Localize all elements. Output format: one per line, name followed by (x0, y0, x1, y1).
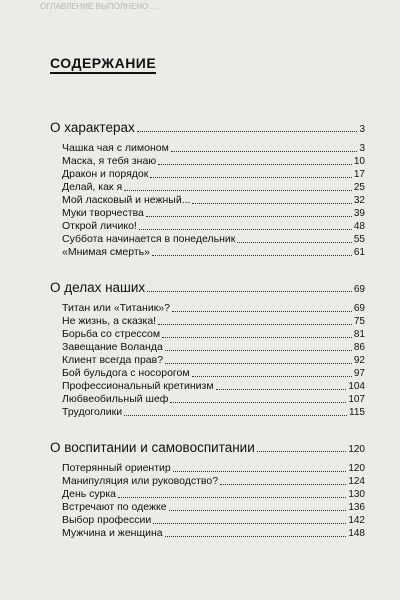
toc-item[interactable] (62, 302, 365, 315)
toc-item[interactable] (62, 233, 365, 246)
toc-section (50, 115, 365, 259)
section-items (50, 302, 365, 419)
toc-item[interactable] (62, 475, 365, 488)
toc-item-title: Чашка чая с лимоном (62, 142, 169, 154)
dot-leader (172, 310, 352, 312)
section-heading-row[interactable] (50, 115, 365, 135)
section-items (50, 462, 365, 540)
toc-item[interactable] (62, 328, 365, 341)
toc-item-title: Борьба со стрессом (62, 328, 161, 340)
dot-leader (171, 150, 358, 152)
toc-item-page: 86 (353, 342, 365, 353)
toc-item-page: 130 (348, 489, 365, 500)
dot-leader (165, 362, 352, 364)
toc-item-title: Потерянный ориентир (62, 462, 171, 474)
toc-item-title: Завещание Воланда (62, 341, 163, 353)
toc-item-page: 142 (348, 515, 365, 526)
toc-item[interactable] (62, 341, 365, 354)
toc-item[interactable] (62, 514, 365, 527)
dot-leader (170, 401, 346, 403)
toc-item-page: 75 (353, 316, 365, 327)
page-title: СОДЕРЖАНИЕ (50, 55, 156, 74)
toc-item-title: Встречают по одежке (62, 501, 167, 513)
toc-item-title: Бой бульдога с носорогом (62, 367, 190, 379)
dot-leader (173, 470, 347, 472)
toc-sections (50, 115, 365, 556)
toc-item[interactable] (62, 246, 365, 259)
section-heading: О делах наших (50, 280, 146, 295)
dot-leader (192, 375, 352, 377)
dot-leader (124, 189, 352, 191)
dot-leader (169, 509, 347, 511)
toc-item[interactable] (62, 155, 365, 168)
toc-item[interactable] (62, 220, 365, 233)
toc-section (50, 275, 365, 419)
toc-item-title: Маска, я тебя знаю (62, 155, 157, 167)
dot-leader (146, 215, 352, 217)
toc-item-title: Выбор профессии (62, 514, 152, 526)
toc-item-page: 61 (353, 247, 365, 258)
dot-leader (162, 336, 352, 338)
toc-item-title: Манипуляция или руководство? (62, 475, 219, 487)
toc-item[interactable] (62, 181, 365, 194)
toc-item[interactable] (62, 501, 365, 514)
toc-item[interactable] (62, 354, 365, 367)
toc-item-title: Профессиональный кретинизм (62, 380, 214, 392)
toc-item-page: 39 (353, 208, 365, 219)
section-heading: О характерах (50, 120, 135, 135)
toc-item[interactable] (62, 367, 365, 380)
toc-item-page: 120 (348, 463, 365, 474)
toc-item-page: 48 (353, 221, 365, 232)
dot-leader (147, 290, 352, 292)
toc-item-page: 69 (353, 303, 365, 314)
toc-item-title: «Мнимая смерть» (62, 246, 150, 258)
dot-leader (124, 414, 347, 416)
section-page: 3 (359, 124, 365, 135)
dot-leader (165, 535, 347, 537)
section-page: 69 (353, 284, 365, 295)
toc-item-title: Не жизнь, а сказка! (62, 315, 157, 327)
toc-item-page: 97 (353, 368, 365, 379)
dot-leader (165, 349, 352, 351)
running-header: ОГЛАВЛЕНИЕ ВЫПОЛНЕНО ... (40, 2, 158, 11)
toc-item-title: День сурка (62, 488, 117, 500)
toc-item[interactable] (62, 527, 365, 540)
toc-item-title: Титан или «Титаник»? (62, 302, 170, 314)
toc-item-title: Открой личико! (62, 220, 137, 232)
section-page: 120 (348, 444, 365, 455)
toc-item-page: 124 (348, 476, 365, 487)
toc-item-title: Муки творчества (62, 207, 144, 219)
toc-item[interactable] (62, 406, 365, 419)
toc-item-title: Любвеобильный шеф (62, 393, 169, 405)
toc-item[interactable] (62, 168, 365, 181)
toc-item-title: Трудоголики (62, 406, 123, 418)
toc-item-page: 25 (353, 182, 365, 193)
dot-leader (220, 483, 346, 485)
toc-item-page: 115 (349, 407, 365, 418)
dot-leader (237, 241, 352, 243)
dot-leader (158, 323, 352, 325)
toc-item-page: 148 (348, 528, 365, 539)
dot-leader (216, 388, 347, 390)
toc-item-page: 81 (353, 329, 365, 340)
dot-leader (158, 163, 352, 165)
toc-item-page: 92 (353, 355, 365, 366)
dot-leader (137, 130, 358, 132)
toc-item-title: Мужчина и женщина (62, 527, 163, 539)
toc-item[interactable] (62, 142, 365, 155)
toc-item-page: 104 (348, 381, 365, 392)
toc-item[interactable] (62, 462, 365, 475)
toc-item-title: Клиент всегда прав? (62, 354, 164, 366)
dot-leader (150, 176, 352, 178)
toc-section (50, 435, 365, 540)
dot-leader (257, 450, 347, 452)
toc-item[interactable] (62, 207, 365, 220)
toc-item-page: 32 (353, 195, 365, 206)
toc-item[interactable] (62, 194, 365, 207)
toc-item-page: 3 (359, 143, 365, 154)
toc-item-title: Делай, как я (62, 181, 123, 193)
dot-leader (152, 254, 352, 256)
dot-leader (139, 228, 352, 230)
toc-item-title: Мой ласковый и нежный... (62, 194, 191, 206)
toc-item-title: Суббота начинается в понедельник (62, 233, 236, 245)
dot-leader (192, 202, 351, 204)
section-heading: О воспитании и самовоспитании (50, 440, 255, 455)
toc-item[interactable] (62, 393, 365, 406)
section-heading-row[interactable] (50, 435, 365, 455)
toc-item-page: 10 (353, 156, 365, 167)
dot-leader (118, 496, 346, 498)
toc-item-page: 55 (353, 234, 365, 245)
toc-item[interactable] (62, 488, 365, 501)
toc-item-page: 107 (348, 394, 365, 405)
section-heading-row[interactable] (50, 275, 365, 295)
toc-item[interactable] (62, 380, 365, 393)
toc-item-page: 136 (348, 502, 365, 513)
toc-item[interactable] (62, 315, 365, 328)
toc-item-page: 17 (353, 169, 365, 180)
toc-item-title: Дракон и порядок (62, 168, 149, 180)
section-items (50, 142, 365, 259)
dot-leader (153, 522, 346, 524)
